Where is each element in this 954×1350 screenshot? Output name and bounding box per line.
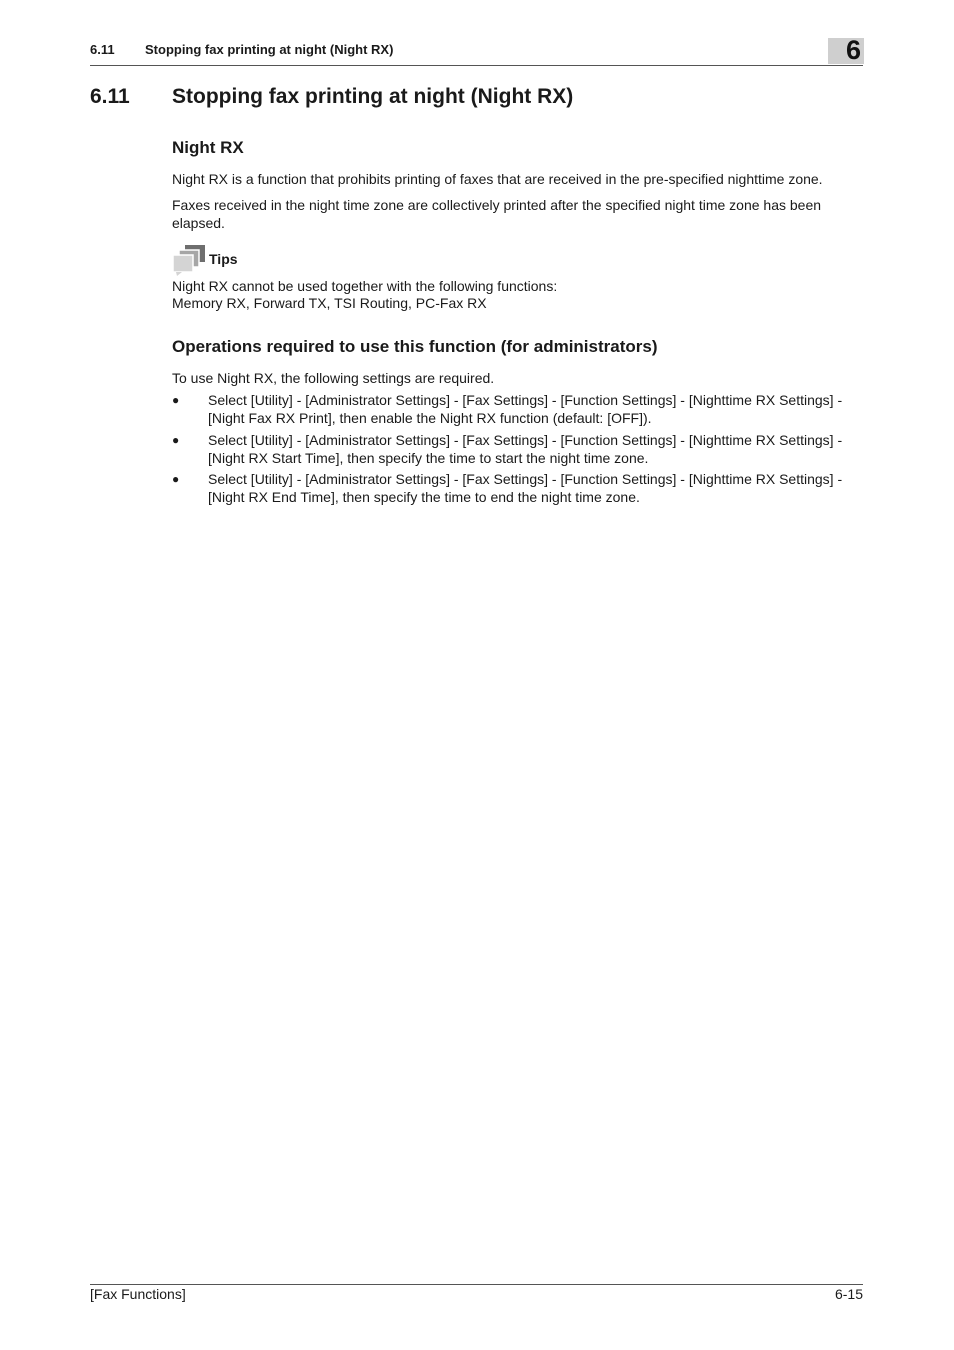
operations-heading: Operations required to use this function (for administrators) [172, 337, 658, 356]
page-title: Stopping fax printing at night (Night RX) [172, 85, 574, 108]
bullet-icon: ● [172, 433, 180, 447]
bullet-icon: ● [172, 472, 180, 486]
footer-divider [90, 1284, 863, 1285]
footer-chapter-name: [Fax Functions] [90, 1286, 186, 1302]
chapter-number: 6 [845, 35, 861, 65]
list-item: Select [Utility] - [Administrator Settings] - [Fax Settings] - [Function Settings] - [Nighttime RX Settings] - [Night Fax RX Print], then enable the Night RX function (default: [OFF]). [208, 392, 843, 426]
tips-pages-icon [172, 244, 208, 276]
header-section-title: Stopping fax printing at night (Night RX) [145, 42, 394, 57]
night-rx-description: Night RX is a function that prohibits printing of faxes that are received in the pre-specified nighttime zone. [172, 171, 823, 187]
page-title-number: 6.11 [90, 85, 130, 108]
list-item: Select [Utility] - [Administrator Settings] - [Fax Settings] - [Function Settings] - [Nighttime RX Settings] - [Night RX End Time], then specify the time to end the night time zone. [208, 471, 843, 505]
page-number: 6-15 [834, 1286, 863, 1302]
header-divider [90, 65, 863, 66]
list-item: Select [Utility] - [Administrator Settings] - [Fax Settings] - [Function Settings] - [Nighttime RX Settings] - [Night RX Start Time], then specify the time to start the night time zone. [208, 432, 843, 466]
operations-intro: To use Night RX, the following settings are required. [172, 370, 495, 386]
header-section-number: 6.11 [90, 42, 115, 57]
tips-label: Tips [209, 251, 238, 267]
tips-line-2: Memory RX, Forward TX, TSI Routing, PC-Fax RX [172, 295, 487, 311]
bullet-icon: ● [172, 393, 180, 407]
chapter-number-badge [828, 35, 864, 65]
tips-line-1: Night RX cannot be used together with the following functions: [172, 278, 558, 294]
night-rx-printing-note: Faxes received in the night time zone are collectively printed after the specified night time zone has been elapsed. [172, 197, 822, 231]
night-rx-heading: Night RX [172, 138, 244, 157]
